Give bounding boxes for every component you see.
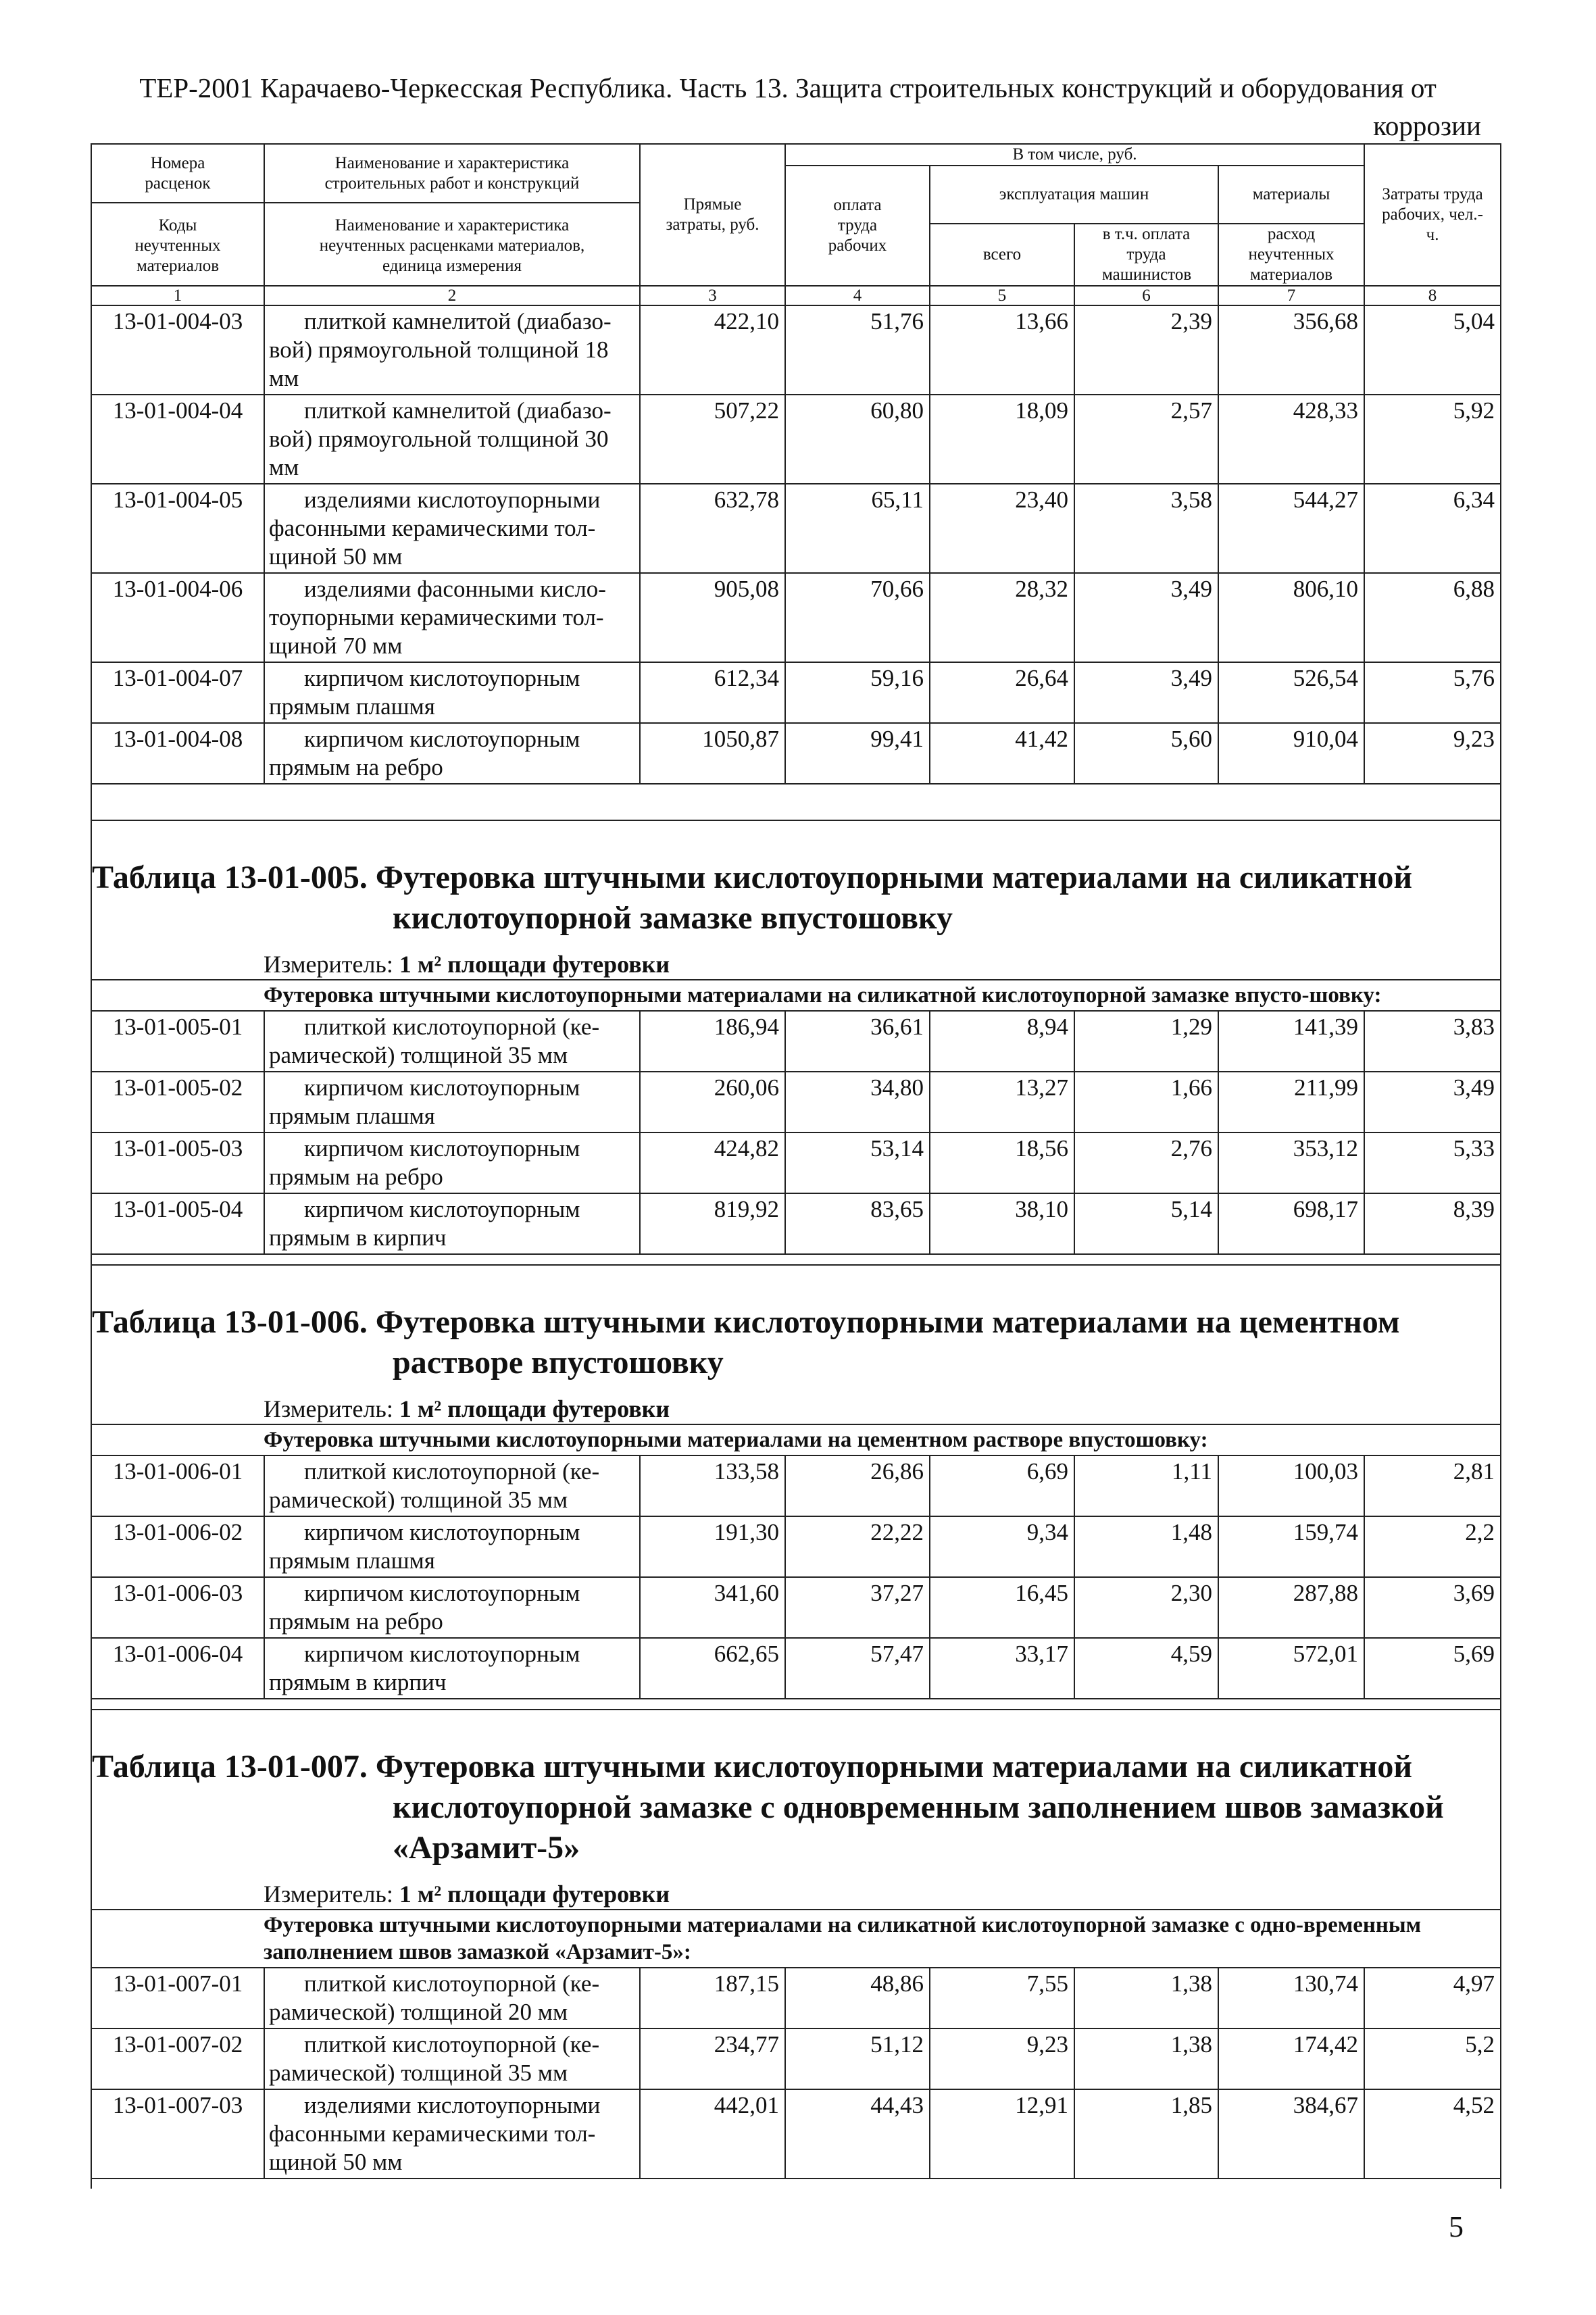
materials-value: 141,39 (1218, 1011, 1364, 1072)
direct-costs-value: 612,34 (640, 662, 785, 723)
work-description: кирпичом кислотоупорным прямым на ребро (264, 1132, 640, 1193)
direct-costs-value: 1050,87 (640, 723, 785, 784)
header-row-1 (91, 144, 1501, 166)
machines-total-value: 9,34 (930, 1516, 1074, 1577)
header-material-codes: Коды неучтенных материалов (134, 216, 221, 275)
materials-value: 910,04 (1218, 723, 1364, 784)
direct-costs-value: 507,22 (640, 395, 785, 484)
rate-code: 13-01-004-07 (91, 662, 264, 723)
spacer-cell (1218, 1699, 1364, 1710)
spacer-cell (930, 784, 1074, 820)
spacer-cell (1218, 1254, 1364, 1265)
rate-code: 13-01-005-01 (91, 1011, 264, 1072)
spacer-cell (930, 2179, 1074, 2189)
materials-value: 356,68 (1218, 305, 1364, 395)
column-number: 4 (785, 286, 930, 305)
labor-pay-value: 99,41 (785, 723, 930, 784)
work-description: кирпичом кислотоупорным прямым на ребро (264, 1577, 640, 1638)
labor-hours-value: 3,83 (1364, 1011, 1501, 1072)
labor-pay-value: 34,80 (785, 1072, 930, 1132)
labor-pay-value: 65,11 (785, 484, 930, 573)
spacer-cell (264, 1699, 640, 1710)
column-number: 8 (1364, 286, 1501, 305)
spacer-cell (930, 1254, 1074, 1265)
running-header-continuation: коррозии (1373, 110, 1481, 141)
spacer-cell (91, 1699, 264, 1710)
spacer-cell (785, 1254, 930, 1265)
table-row (91, 1132, 1501, 1193)
operators-pay-value: 1,29 (1074, 1011, 1218, 1072)
table-007-title-line3: «Арзамит-5» (393, 1830, 580, 1866)
table-005-title-row (91, 820, 1501, 939)
table-007-title (91, 1710, 1501, 1868)
machines-total-value: 28,32 (930, 573, 1074, 662)
spacer-cell (640, 784, 785, 820)
header-operators-pay: в т.ч. оплата труда машинистов (1074, 224, 1218, 286)
operators-pay-value: 5,60 (1074, 723, 1218, 784)
labor-hours-value: 9,23 (1364, 723, 1501, 784)
materials-value: 100,03 (1218, 1455, 1364, 1516)
labor-hours-value: 6,34 (1364, 484, 1501, 573)
direct-costs-value: 422,10 (640, 305, 785, 395)
table-006-measure-row (91, 1383, 1501, 1424)
table-row (91, 1072, 1501, 1132)
running-header: ТЕР-2001 Карачаево-Черкесская Республика. Часть 13. Защита строительных конструкций и оборудования от (139, 72, 1437, 103)
table-005-subtitle: Футеровка штучными кислотоупорными материалами на силикатной кислотоупорной замазке впусто-шовку: (91, 980, 1501, 1011)
header-labor-hours: Затраты труда рабочих, чел.-ч. (1364, 144, 1501, 286)
materials-value: 174,42 (1218, 2028, 1364, 2089)
spacer-cell (1364, 784, 1501, 820)
direct-costs-value: 632,78 (640, 484, 785, 573)
machines-total-value: 16,45 (930, 1577, 1074, 1638)
table-007-measure-row (91, 1868, 1501, 1910)
column-number: 6 (1074, 286, 1218, 305)
operators-pay-value: 1,11 (1074, 1455, 1218, 1516)
operators-pay-value: 3,49 (1074, 573, 1218, 662)
table-row (91, 1638, 1501, 1699)
direct-costs-value: 187,15 (640, 1968, 785, 2028)
work-description: кирпичом кислотоупорным прямым в кирпич (264, 1193, 640, 1254)
direct-costs-value: 662,65 (640, 1638, 785, 1699)
work-description: плиткой кислотоупорной (ке-рамической) толщиной 20 мм (264, 1968, 640, 2028)
spacer-cell (1074, 2179, 1218, 2189)
machines-total-value: 26,64 (930, 662, 1074, 723)
rate-code: 13-01-006-01 (91, 1455, 264, 1516)
labor-hours-value: 5,69 (1364, 1638, 1501, 1699)
spacer-cell (785, 2179, 930, 2189)
spacer-cell (91, 2179, 264, 2189)
page-number: 5 (1449, 2210, 1464, 2243)
table-row (91, 484, 1501, 573)
work-description: кирпичом кислотоупорным прямым плашмя (264, 1516, 640, 1577)
labor-pay-value: 53,14 (785, 1132, 930, 1193)
operators-pay-value: 3,49 (1074, 662, 1218, 723)
labor-hours-value: 8,39 (1364, 1193, 1501, 1254)
direct-costs-value: 442,01 (640, 2089, 785, 2179)
measure-label: Измеритель: (264, 1395, 393, 1422)
operators-pay-value: 2,57 (1074, 395, 1218, 484)
table-row (91, 2089, 1501, 2179)
operators-pay-value: 2,76 (1074, 1132, 1218, 1193)
labor-hours-value: 5,33 (1364, 1132, 1501, 1193)
table-row (91, 1577, 1501, 1638)
materials-value: 384,67 (1218, 2089, 1364, 2179)
labor-hours-value: 6,88 (1364, 573, 1501, 662)
table-005-subtitle-row (91, 980, 1501, 1011)
direct-costs-value: 341,60 (640, 1577, 785, 1638)
labor-pay-value: 83,65 (785, 1193, 930, 1254)
table-006-title (91, 1265, 1501, 1383)
spacer-cell (785, 1699, 930, 1710)
table-row (91, 305, 1501, 395)
table-005-title-line2: кислотоупорной замазке впустошовку (393, 900, 953, 936)
work-description: плиткой камнелитой (диабазо-вой) прямоугольной толщиной 18 мм (264, 305, 640, 395)
labor-hours-value: 5,76 (1364, 662, 1501, 723)
spacer-cell (91, 784, 264, 820)
rate-code: 13-01-005-04 (91, 1193, 264, 1254)
section-007-rows (91, 1968, 1501, 2189)
labor-pay-value: 36,61 (785, 1011, 930, 1072)
table-007-title-line2: кислотоупорной замазке с одновременным заполнением швов замазкой (393, 1789, 1444, 1825)
machines-total-value: 41,42 (930, 723, 1074, 784)
materials-value: 159,74 (1218, 1516, 1364, 1577)
work-description: кирпичом кислотоупорным прямым на ребро (264, 723, 640, 784)
spacer-cell (264, 1254, 640, 1265)
measure-label: Измеритель: (264, 951, 393, 978)
work-description: плиткой кислотоупорной (ке-рамической) толщиной 35 мм (264, 2028, 640, 2089)
labor-pay-value: 37,27 (785, 1577, 930, 1638)
labor-hours-value: 2,81 (1364, 1455, 1501, 1516)
table-006-title-line1: Таблица 13-01-006. Футеровка штучными кислотоупорными материалами на цементном (92, 1304, 1400, 1340)
direct-costs-value: 905,08 (640, 573, 785, 662)
operators-pay-value: 1,85 (1074, 2089, 1218, 2179)
measure-label: Измеритель: (264, 1881, 393, 1908)
table-row (91, 723, 1501, 784)
spacer-cell (264, 2179, 640, 2189)
table-007-measure (91, 1868, 1501, 1910)
operators-pay-value: 4,59 (1074, 1638, 1218, 1699)
spacer-cell (1074, 784, 1218, 820)
labor-pay-value: 44,43 (785, 2089, 930, 2179)
materials-value: 130,74 (1218, 1968, 1364, 2028)
operators-pay-value: 1,38 (1074, 2028, 1218, 2089)
operators-pay-value: 1,66 (1074, 1072, 1218, 1132)
section-006-rows (91, 1455, 1501, 1710)
header-unaccounted-materials: расход неучтенных материалов (1218, 224, 1364, 286)
labor-pay-value: 70,66 (785, 573, 930, 662)
labor-hours-value: 5,92 (1364, 395, 1501, 484)
table-005-title-line1: Таблица 13-01-005. Футеровка штучными кислотоупорными материалами на силикатной (92, 860, 1413, 895)
table-row (91, 662, 1501, 723)
spacer-cell (640, 1254, 785, 1265)
operators-pay-value: 2,39 (1074, 305, 1218, 395)
materials-value: 526,54 (1218, 662, 1364, 723)
header-work-name: Наименование и характеристика строительных работ и конструкций (324, 154, 580, 193)
table-row (91, 1516, 1501, 1577)
machines-total-value: 23,40 (930, 484, 1074, 573)
materials-value: 544,27 (1218, 484, 1364, 573)
labor-pay-value: 60,80 (785, 395, 930, 484)
work-description: плиткой кислотоупорной (ке-рамической) толщиной 35 мм (264, 1455, 640, 1516)
materials-value: 806,10 (1218, 573, 1364, 662)
labor-hours-value: 3,49 (1364, 1072, 1501, 1132)
spacer-cell (640, 1699, 785, 1710)
header-rate-no: Номера расценок (145, 154, 211, 193)
measure-value: 1 м² площади футеровки (399, 951, 670, 978)
table-005-title (91, 820, 1501, 939)
spacer-row (91, 2179, 1501, 2189)
rate-code: 13-01-006-02 (91, 1516, 264, 1577)
direct-costs-value: 234,77 (640, 2028, 785, 2089)
header-machines: эксплуатация машин (930, 166, 1218, 224)
operators-pay-value: 5,14 (1074, 1193, 1218, 1254)
operators-pay-value: 1,48 (1074, 1516, 1218, 1577)
spacer-cell (1074, 1699, 1218, 1710)
rate-code: 13-01-005-03 (91, 1132, 264, 1193)
direct-costs-value: 260,06 (640, 1072, 785, 1132)
machines-total-value: 13,66 (930, 305, 1074, 395)
machines-total-value: 18,56 (930, 1132, 1074, 1193)
measure-value: 1 м² площади футеровки (399, 1881, 670, 1908)
header-rate-codes (91, 144, 264, 286)
table-006-subtitle: Футеровка штучными кислотоупорными материалами на цементном растворе впустошовку: (91, 1424, 1501, 1455)
rate-code: 13-01-007-02 (91, 2028, 264, 2089)
work-description: изделиями кислотоупорными фасонными керамическими тол-щиной 50 мм (264, 2089, 640, 2179)
operators-pay-value: 2,30 (1074, 1577, 1218, 1638)
table-row (91, 2028, 1501, 2089)
machines-total-value: 38,10 (930, 1193, 1074, 1254)
table-006-title-row (91, 1265, 1501, 1383)
labor-hours-value: 4,52 (1364, 2089, 1501, 2179)
work-description: кирпичом кислотоупорным прямым в кирпич (264, 1638, 640, 1699)
rate-code: 13-01-004-05 (91, 484, 264, 573)
rate-code: 13-01-007-01 (91, 1968, 264, 2028)
rate-code: 13-01-004-04 (91, 395, 264, 484)
machines-total-value: 8,94 (930, 1011, 1074, 1072)
machines-total-value: 12,91 (930, 2089, 1074, 2179)
materials-value: 211,99 (1218, 1072, 1364, 1132)
spacer-cell (1218, 784, 1364, 820)
table-006-measure (91, 1383, 1501, 1424)
table-006-subtitle-row (91, 1424, 1501, 1455)
table-007-title-line1: Таблица 13-01-007. Футеровка штучными кислотоупорными материалами на силикатной (92, 1749, 1413, 1785)
table-006-title-line2: растворе впустошовку (393, 1345, 724, 1380)
table-005-measure-row (91, 939, 1501, 980)
header-machines-total: всего (930, 224, 1074, 286)
measure-value: 1 м² площади футеровки (399, 1395, 670, 1422)
spacer-row (91, 784, 1501, 820)
machines-total-value: 18,09 (930, 395, 1074, 484)
spacer-row (91, 1254, 1501, 1265)
spacer-cell (1218, 2179, 1364, 2189)
header-direct-costs: Прямые затраты, руб. (640, 144, 785, 286)
labor-hours-value: 4,97 (1364, 1968, 1501, 2028)
column-number: 1 (91, 286, 264, 305)
spacer-cell (264, 784, 640, 820)
table-row (91, 1968, 1501, 2028)
column-number: 2 (264, 286, 640, 305)
machines-total-value: 7,55 (930, 1968, 1074, 2028)
machines-total-value: 6,69 (930, 1455, 1074, 1516)
table-row (91, 573, 1501, 662)
rate-code: 13-01-004-08 (91, 723, 264, 784)
work-description: плиткой камнелитой (диабазо-вой) прямоугольной толщиной 30 мм (264, 395, 640, 484)
spacer-cell (640, 2179, 785, 2189)
direct-costs-value: 819,92 (640, 1193, 785, 1254)
header-labor-pay: оплата труда рабочих (785, 166, 930, 286)
machines-total-value: 33,17 (930, 1638, 1074, 1699)
labor-pay-value: 59,16 (785, 662, 930, 723)
table-row (91, 395, 1501, 484)
section-004-rows (91, 305, 1501, 820)
work-description: изделиями кислотоупорными фасонными керамическими тол-щиной 50 мм (264, 484, 640, 573)
spacer-cell (91, 1254, 264, 1265)
work-description: кирпичом кислотоупорным прямым плашмя (264, 1072, 640, 1132)
labor-hours-value: 2,2 (1364, 1516, 1501, 1577)
materials-value: 287,88 (1218, 1577, 1364, 1638)
rate-code: 13-01-005-02 (91, 1072, 264, 1132)
table-005-measure (91, 939, 1501, 980)
materials-value: 428,33 (1218, 395, 1364, 484)
materials-value: 698,17 (1218, 1193, 1364, 1254)
rate-code: 13-01-004-03 (91, 305, 264, 395)
column-number: 7 (1218, 286, 1364, 305)
work-description: кирпичом кислотоупорным прямым плашмя (264, 662, 640, 723)
direct-costs-value: 191,30 (640, 1516, 785, 1577)
spacer-cell (785, 784, 930, 820)
labor-pay-value: 51,12 (785, 2028, 930, 2089)
operators-pay-value: 3,58 (1074, 484, 1218, 573)
labor-pay-value: 26,86 (785, 1455, 930, 1516)
rate-code: 13-01-006-03 (91, 1577, 264, 1638)
labor-pay-value: 48,86 (785, 1968, 930, 2028)
header-materials: материалы (1218, 166, 1364, 224)
labor-hours-value: 5,2 (1364, 2028, 1501, 2089)
column-number: 3 (640, 286, 785, 305)
operators-pay-value: 1,38 (1074, 1968, 1218, 2028)
direct-costs-value: 424,82 (640, 1132, 785, 1193)
rate-code: 13-01-007-03 (91, 2089, 264, 2179)
rate-code: 13-01-006-04 (91, 1638, 264, 1699)
machines-total-value: 9,23 (930, 2028, 1074, 2089)
labor-hours-value: 3,69 (1364, 1577, 1501, 1638)
header-including: В том числе, руб. (785, 144, 1364, 166)
spacer-cell (1364, 2179, 1501, 2189)
rates-table (91, 143, 1501, 2189)
machines-total-value: 13,27 (930, 1072, 1074, 1132)
table-007-title-row (91, 1710, 1501, 1868)
direct-costs-value: 133,58 (640, 1455, 785, 1516)
work-description: изделиями фасонными кисло-тоупорными керамическими тол-щиной 70 мм (264, 573, 640, 662)
work-description: плиткой кислотоупорной (ке-рамической) толщиной 35 мм (264, 1011, 640, 1072)
table-007-subtitle-row (91, 1910, 1501, 1968)
table-row (91, 1455, 1501, 1516)
column-number: 5 (930, 286, 1074, 305)
labor-pay-value: 51,76 (785, 305, 930, 395)
labor-pay-value: 22,22 (785, 1516, 930, 1577)
spacer-cell (1364, 1254, 1501, 1265)
spacer-cell (930, 1699, 1074, 1710)
table-row (91, 1193, 1501, 1254)
section-005-rows (91, 1011, 1501, 1265)
labor-pay-value: 57,47 (785, 1638, 930, 1699)
spacer-cell (1364, 1699, 1501, 1710)
spacer-cell (1074, 1254, 1218, 1265)
table-007-subtitle: Футеровка штучными кислотоупорными материалами на силикатной кислотоупорной замазке с одно-временным заполнением швов замазкой «Арзамит-5»: (91, 1910, 1501, 1968)
labor-hours-value: 5,04 (1364, 305, 1501, 395)
materials-value: 572,01 (1218, 1638, 1364, 1699)
rate-code: 13-01-004-06 (91, 573, 264, 662)
spacer-row (91, 1699, 1501, 1710)
table-row (91, 1011, 1501, 1072)
direct-costs-value: 186,94 (640, 1011, 785, 1072)
materials-value: 353,12 (1218, 1132, 1364, 1193)
column-numbers-row (91, 286, 1501, 305)
header-names (264, 144, 640, 286)
header-material-name: Наименование и характеристика неучтенных расценками материалов, единица измерения (319, 216, 585, 275)
